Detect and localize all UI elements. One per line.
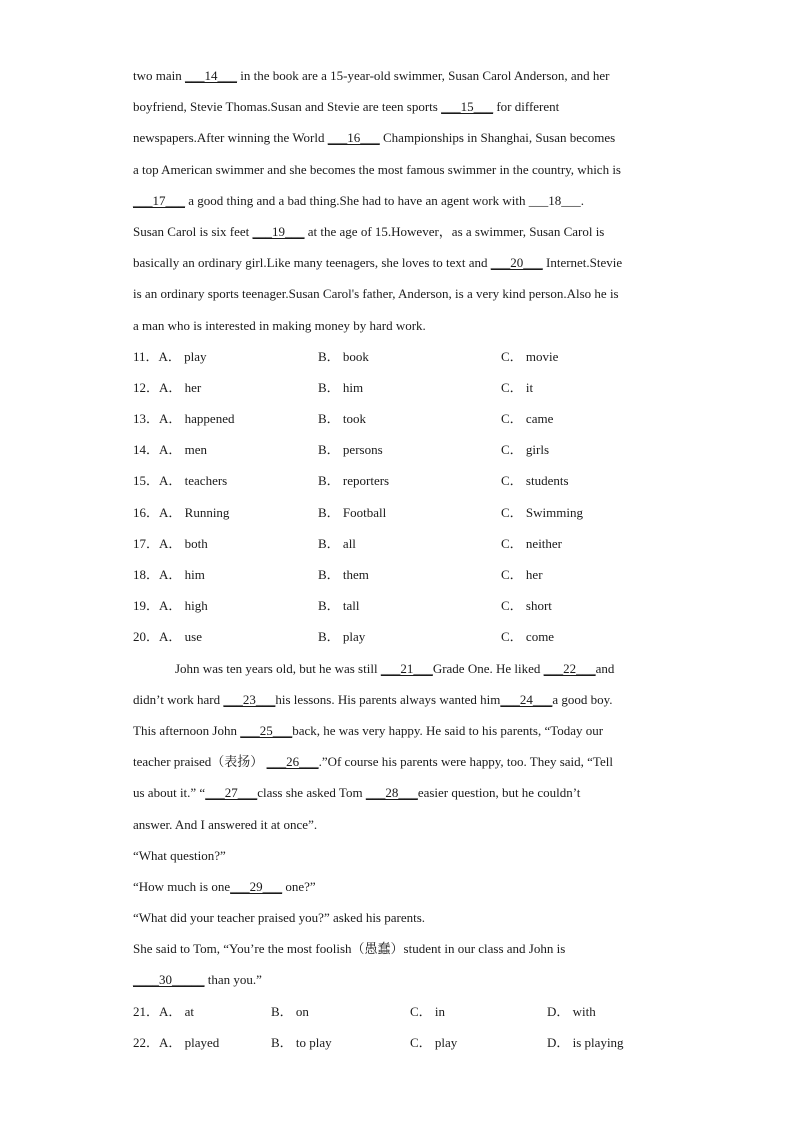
- blank: ___27___: [205, 785, 258, 801]
- option-b: B． all: [318, 535, 356, 551]
- text: is an ordinary sports teenager.Susan Carol's father, Anderson, is a very kind person.Also he is: [133, 286, 619, 302]
- question-row: [133, 434, 663, 465]
- text: John was ten years old, but he was still: [175, 660, 381, 676]
- option-a: 21．A． at: [133, 1003, 195, 1019]
- option-c: C． movie: [501, 348, 559, 364]
- text: at the age of 15.However，as a swimmer, Susan Carol is: [304, 223, 605, 239]
- passage-line: [133, 933, 663, 964]
- option-a: 15．A． teachers: [133, 473, 228, 489]
- option-d: D． is playing: [547, 1034, 624, 1050]
- blank: ___29___: [230, 878, 283, 894]
- option-c: C． students: [501, 473, 569, 489]
- option-c: C． play: [410, 1034, 458, 1050]
- question-row: [133, 590, 663, 621]
- question-row: [133, 559, 663, 590]
- blank: ___25___: [240, 722, 293, 738]
- passage-line: [133, 777, 663, 808]
- option-b: B． book: [318, 348, 369, 364]
- passage-line: [133, 122, 663, 153]
- text: “What question?”: [133, 847, 226, 863]
- text: teacher praised（表扬）: [133, 754, 267, 770]
- option-b: B． Football: [318, 504, 387, 520]
- passage-line: [133, 216, 663, 247]
- text: boyfriend, Stevie Thomas.Susan and Stevie are teen sports: [133, 99, 442, 115]
- option-a: 12．A． her: [133, 379, 202, 395]
- text: two main: [133, 68, 185, 83]
- passage-line: [133, 310, 663, 341]
- text: Susan Carol is six feet: [133, 223, 253, 239]
- option-b: B． on: [271, 1003, 309, 1019]
- text: us about it.” “: [133, 785, 206, 801]
- text: “How much is one: [133, 878, 231, 894]
- blank: ___26___: [266, 754, 319, 770]
- question-row: [133, 341, 663, 372]
- option-d: D． with: [547, 1003, 596, 1019]
- passage-line: [133, 91, 663, 122]
- text: Grade One. He liked: [432, 660, 544, 676]
- text: in the book are a 15-year-old swimmer, Susan Carol Anderson, and her: [237, 68, 610, 83]
- question-row: [133, 465, 663, 496]
- passage-line: [133, 278, 663, 309]
- text: Internet.Stevie: [542, 255, 623, 271]
- blank: ___22___: [543, 660, 596, 676]
- passage-line: [133, 185, 663, 216]
- blank: ___15___: [441, 99, 494, 115]
- option-c: C． neither: [501, 535, 563, 551]
- text: She said to Tom, “You’re the most foolish（愚蠢）student in our class and John is: [133, 941, 566, 957]
- text: “What did your teacher praised you?” asked his parents.: [133, 910, 426, 926]
- text: .”Of course his parents were happy, too. They said, “Tell: [318, 754, 613, 770]
- text: didn’t work hard: [133, 691, 224, 707]
- text: a good boy.: [552, 691, 613, 707]
- question-row: [133, 528, 663, 559]
- text: newspapers.After winning the World: [133, 130, 328, 146]
- option-b: B． tall: [318, 598, 360, 614]
- option-c: C． girls: [501, 442, 550, 458]
- option-b: B． reporters: [318, 473, 390, 489]
- text: basically an ordinary girl.Like many teenagers, she loves to text and: [133, 255, 491, 271]
- blank: ___16___: [327, 130, 380, 146]
- option-a: 20．A． use: [133, 629, 202, 645]
- text: a man who is interested in making money by hard work.: [133, 317, 426, 333]
- option-a: 17．A． both: [133, 535, 208, 551]
- blank: ___23___: [223, 691, 276, 707]
- text: his lessons. His parents always wanted him: [275, 691, 501, 707]
- blank: ____30_____: [133, 972, 205, 988]
- text: for different: [493, 99, 560, 115]
- question-row: [133, 372, 663, 403]
- passage-line: [133, 154, 663, 185]
- option-a: 14．A． men: [133, 442, 208, 458]
- option-b: B． persons: [318, 442, 383, 458]
- passage-line: [133, 247, 663, 278]
- text: Championships in Shanghai, Susan becomes: [379, 130, 616, 146]
- option-b: B． him: [318, 379, 364, 395]
- option-b: B． took: [318, 411, 367, 427]
- option-a: 22．A． played: [133, 1034, 220, 1050]
- passage-line: [133, 809, 663, 840]
- option-c: C． short: [501, 598, 552, 614]
- passage-line: [133, 871, 663, 902]
- blank: ___17___: [133, 192, 185, 208]
- question-row: [133, 621, 663, 652]
- passage-line: [133, 60, 663, 91]
- text: one?”: [282, 878, 316, 894]
- option-a: 16．A． Running: [133, 504, 230, 520]
- option-a: 19．A． high: [133, 598, 208, 614]
- blank: ___21___: [380, 660, 433, 676]
- question-row: [133, 497, 663, 528]
- blank: ___14___: [185, 68, 237, 83]
- passage-line: [133, 746, 663, 777]
- option-c: C． her: [501, 567, 543, 582]
- option-b: B． to play: [271, 1034, 332, 1050]
- option-a: 13．A． happened: [133, 411, 235, 427]
- passage-line: [133, 902, 663, 933]
- blank: ___19___: [252, 223, 305, 239]
- passage-line: [133, 715, 663, 746]
- option-b: B． them: [318, 567, 369, 582]
- blank: ___24___: [500, 691, 553, 707]
- question-row: [133, 996, 663, 1027]
- blank: ___28___: [365, 785, 418, 801]
- text: back, he was very happy. He said to his parents, “Today our: [292, 722, 604, 738]
- question-row: [133, 403, 663, 434]
- question-row: [133, 1027, 663, 1058]
- passage-line: [133, 653, 663, 684]
- text: and: [595, 660, 615, 676]
- passage-line: [133, 964, 663, 995]
- option-c: C． Swimming: [501, 504, 583, 520]
- option-c: C． in: [410, 1003, 446, 1019]
- blank: ___20___: [490, 255, 543, 271]
- option-c: C． come: [501, 629, 555, 645]
- option-c: C． came: [501, 411, 554, 427]
- text: class she asked Tom: [257, 785, 366, 801]
- text: a good thing and a bad thing.She had to have an agent work with ___18___.: [185, 192, 584, 208]
- option-c: C． it: [501, 379, 534, 395]
- document-page: [133, 60, 663, 1058]
- option-a: 11．A． play: [133, 348, 207, 364]
- option-a: 18．A． him: [133, 567, 205, 582]
- passage-line: [133, 684, 663, 715]
- text: than you.”: [204, 972, 262, 988]
- text: This afternoon John: [133, 722, 241, 738]
- option-b: B． play: [318, 629, 366, 645]
- text: a top American swimmer and she becomes the most famous swimmer in the country, which is: [133, 161, 621, 177]
- text: easier question, but he couldn’t: [417, 785, 581, 801]
- text: answer. And I answered it at once”.: [133, 816, 318, 832]
- passage-line: [133, 840, 663, 871]
